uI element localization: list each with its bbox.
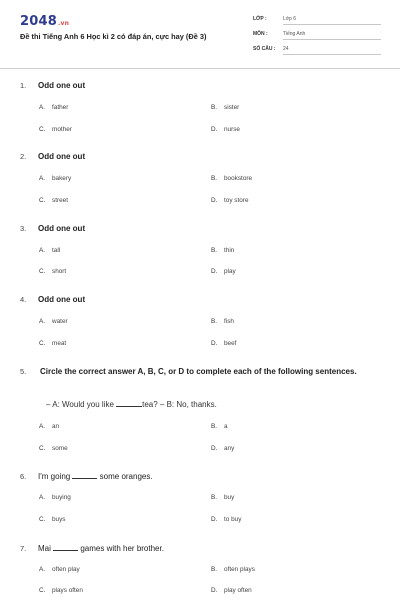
logo-suffix: .vn: [57, 20, 70, 27]
prompt-start: Mai: [38, 544, 54, 553]
option-c[interactable]: [39, 587, 83, 594]
option-letter: A.: [39, 175, 46, 182]
option-a[interactable]: [39, 318, 68, 325]
option-text: play: [224, 268, 236, 275]
option-letter: D.: [211, 340, 218, 347]
option-letter: A.: [39, 423, 46, 430]
option-text: thin: [224, 247, 235, 254]
question-prompt: Circle the correct answer A, B, C, or D to complete each of the following sentences.: [40, 367, 357, 376]
option-text: often play: [52, 566, 80, 573]
meta-subject-line: [283, 39, 381, 40]
option-letter: C.: [39, 268, 46, 275]
meta-count-row: [253, 46, 381, 56]
question-prompt: Odd one out: [38, 295, 86, 304]
option-a[interactable]: [39, 423, 59, 430]
option-c[interactable]: [39, 340, 66, 347]
option-text: street: [52, 197, 68, 204]
answer-blank: [72, 471, 97, 479]
option-letter: D.: [211, 126, 218, 133]
option-letter: C.: [39, 516, 46, 523]
option-b[interactable]: [211, 247, 234, 254]
meta-subject-label: MÔN :: [253, 31, 268, 37]
option-text: short: [52, 268, 67, 275]
option-text: any: [224, 445, 235, 452]
site-logo[interactable]: [20, 14, 69, 29]
option-d[interactable]: [211, 445, 234, 452]
sentence-end: tea? – B: No, thanks.: [142, 400, 217, 409]
answer-blank: [116, 399, 142, 407]
option-d[interactable]: [211, 587, 252, 594]
option-text: toy store: [224, 197, 249, 204]
option-a[interactable]: [39, 175, 71, 182]
option-letter: A.: [39, 104, 46, 111]
question-number: 1.: [20, 81, 27, 90]
option-text: meat: [52, 340, 67, 347]
option-b[interactable]: [211, 318, 234, 325]
option-letter: C.: [39, 197, 46, 204]
option-a[interactable]: [39, 247, 60, 254]
option-letter: D.: [211, 445, 218, 452]
question-prompt: [38, 543, 164, 553]
document-header: [0, 0, 400, 66]
option-letter: C.: [39, 340, 46, 347]
option-text: often plays: [224, 566, 255, 573]
meta-class-label: LỚP :: [253, 16, 267, 22]
option-c[interactable]: [39, 126, 72, 133]
question-number: 2.: [20, 152, 27, 161]
option-letter: A.: [39, 494, 46, 501]
option-c[interactable]: [39, 516, 66, 523]
option-d[interactable]: [211, 516, 241, 523]
option-letter: A.: [39, 566, 46, 573]
option-b[interactable]: [211, 566, 255, 573]
option-letter: B.: [211, 175, 218, 182]
option-text: beef: [224, 340, 237, 347]
question-prompt: Odd one out: [38, 81, 86, 90]
option-letter: D.: [211, 516, 218, 523]
question-number: 4.: [20, 295, 27, 304]
meta-class-value: Lớp 6: [283, 16, 297, 22]
question-number: 3.: [20, 224, 27, 233]
question-sentence: [46, 399, 217, 409]
option-letter: A.: [39, 247, 46, 254]
option-letter: B.: [211, 318, 218, 325]
header-divider: [0, 68, 400, 69]
option-text: nurse: [224, 126, 240, 133]
option-c[interactable]: [39, 197, 68, 204]
option-letter: B.: [211, 247, 218, 254]
option-text: buying: [52, 494, 71, 501]
option-letter: C.: [39, 126, 46, 133]
option-b[interactable]: [211, 423, 228, 430]
option-text: father: [52, 104, 69, 111]
meta-class-line: [283, 24, 381, 25]
question-number: 7.: [20, 544, 27, 553]
option-text: fish: [224, 318, 234, 325]
prompt-end: games with her brother.: [78, 544, 164, 553]
option-a[interactable]: [39, 566, 80, 573]
option-c[interactable]: [39, 268, 66, 275]
question-prompt: Odd one out: [38, 224, 86, 233]
option-d[interactable]: [211, 340, 236, 347]
option-c[interactable]: [39, 445, 68, 452]
option-letter: A.: [39, 318, 46, 325]
option-letter: D.: [211, 197, 218, 204]
option-d[interactable]: [211, 268, 236, 275]
logo-text: 2048: [20, 14, 57, 29]
page-title: Đề thi Tiếng Anh 6 Học kì 2 có đáp án, cực hay (Đề 3): [20, 32, 207, 41]
meta-class-row: [253, 16, 381, 26]
meta-count-value: 24: [283, 46, 289, 52]
option-letter: C.: [39, 587, 46, 594]
option-text: bakery: [52, 175, 72, 182]
option-b[interactable]: [211, 175, 252, 182]
option-text: play often: [224, 587, 252, 594]
answer-blank: [53, 543, 78, 551]
option-text: sister: [224, 104, 240, 111]
option-text: plays often: [52, 587, 83, 594]
option-text: buy: [224, 494, 235, 501]
option-letter: B.: [211, 104, 218, 111]
option-letter: B.: [211, 494, 218, 501]
sentence-start: – A: Would you like: [46, 400, 117, 409]
meta-subject-row: [253, 31, 381, 41]
option-b[interactable]: [211, 104, 239, 111]
question-prompt: Odd one out: [38, 152, 86, 161]
question-number: 5.: [20, 367, 27, 376]
prompt-end: some oranges.: [97, 472, 153, 481]
option-a[interactable]: [39, 104, 68, 111]
option-letter: C.: [39, 445, 46, 452]
meta-count-line: [283, 54, 381, 55]
meta-count-label: SỐ CÂU :: [253, 46, 276, 52]
option-letter: D.: [211, 268, 218, 275]
question-number: 6.: [20, 472, 27, 481]
prompt-start: I'm going: [38, 472, 73, 481]
option-d[interactable]: [211, 126, 240, 133]
question-prompt: [38, 471, 153, 481]
option-text: mother: [52, 126, 72, 133]
option-text: tall: [52, 247, 61, 254]
option-text: bookstore: [224, 175, 253, 182]
meta-subject-value: Tiếng Anh: [283, 31, 306, 37]
option-letter: B.: [211, 423, 218, 430]
option-a[interactable]: [39, 494, 71, 501]
option-letter: B.: [211, 566, 218, 573]
option-text: water: [52, 318, 68, 325]
option-letter: D.: [211, 587, 218, 594]
option-text: buys: [52, 516, 66, 523]
option-text: some: [52, 445, 68, 452]
option-text: an: [52, 423, 60, 430]
option-text: a: [224, 423, 228, 430]
option-text: to buy: [224, 516, 242, 523]
option-d[interactable]: [211, 197, 249, 204]
option-b[interactable]: [211, 494, 234, 501]
